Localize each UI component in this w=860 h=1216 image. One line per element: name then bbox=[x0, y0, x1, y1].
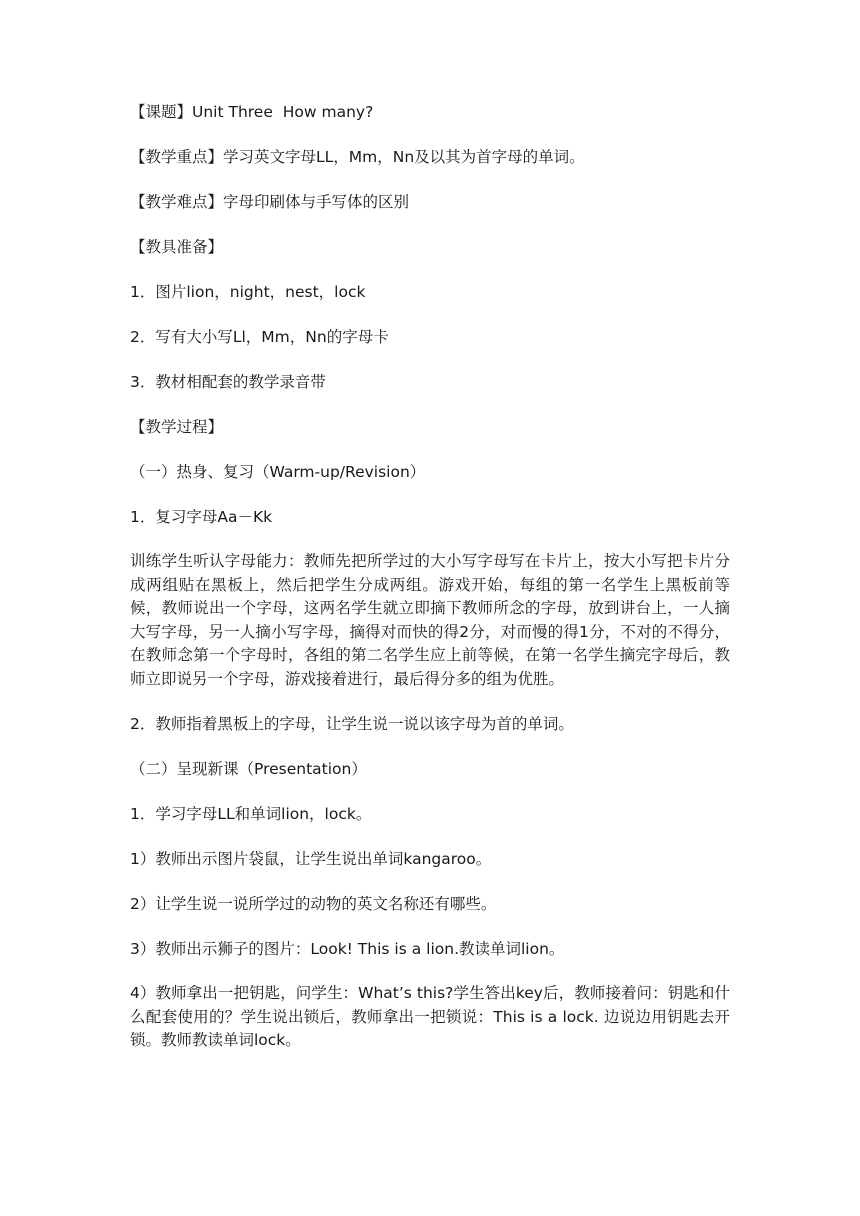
presentation-substep-2: 2）让学生说一说所学过的动物的英文名称还有哪些。 bbox=[130, 895, 497, 913]
teaching-aid-item-1: 1．图片lion，night，nest，lock bbox=[130, 283, 366, 301]
lesson-title: 【课题】Unit Three How many? bbox=[130, 103, 374, 121]
letter-game-paragraph: 训练学生听认字母能力：教师先把所学过的大小写字母写在卡片上，按大小写把卡片分成两组贴在黑板上，然后把学生分成两组。游戏开始，每组的第一名学生上黑板前等候，教师说出一个字母，这两名学生就立即摘下教师所念的字母，放到讲台上，一人摘大写字母，另一人摘小写字母，摘得对而快的得2分，对而慢的得1分，不对的不得分，在教师念第一个字母时，各组的第二名学生应上前等候，在第一名学生摘完字母后，教师立即说另一个字母，游戏接着进行，最后得分多的组为优胜。 bbox=[130, 552, 730, 688]
presentation-substep-1: 1）教师出示图片袋鼠，让学生说出单词kangaroo。 bbox=[130, 850, 492, 868]
section-warmup-heading: （一）热身、复习（Warm-up/Revision） bbox=[130, 463, 426, 481]
teaching-aids-heading: 【教具准备】 bbox=[130, 238, 224, 256]
warmup-step-2: 2．教师指着黑板上的字母，让学生说一说以该字母为首的单词。 bbox=[130, 715, 574, 733]
teaching-difficulty: 【教学难点】字母印刷体与手写体的区别 bbox=[130, 193, 410, 211]
presentation-step-1: 1．学习字母LL和单词lion，lock。 bbox=[130, 805, 372, 823]
section-presentation-heading: （二）呈现新课（Presentation） bbox=[130, 760, 367, 778]
presentation-substep-3: 3）教师出示狮子的图片：Look! This is a lion.教读单词lion。 bbox=[130, 940, 565, 958]
document-page bbox=[130, 100, 730, 1074]
teaching-aid-item-2: 2．写有大小写Ll，Mm，Nn的字母卡 bbox=[130, 328, 389, 346]
warmup-step-1: 1．复习字母Aa－Kk bbox=[130, 508, 273, 526]
presentation-substep-4: 4）教师拿出一把钥匙，问学生：What’s this?学生答出key后，教师接着问：钥匙和什么配套使用的？学生说出锁后，教师拿出一把锁说：This is a lock. 边说边用钥匙去开锁。教师教读单词lock。 bbox=[130, 984, 730, 1049]
teaching-process-heading: 【教学过程】 bbox=[130, 418, 224, 436]
teaching-aid-item-3: 3．教材相配套的教学录音带 bbox=[130, 373, 326, 391]
teaching-focus: 【教学重点】学习英文字母LL，Mm，Nn及以其为首字母的单词。 bbox=[130, 148, 585, 166]
